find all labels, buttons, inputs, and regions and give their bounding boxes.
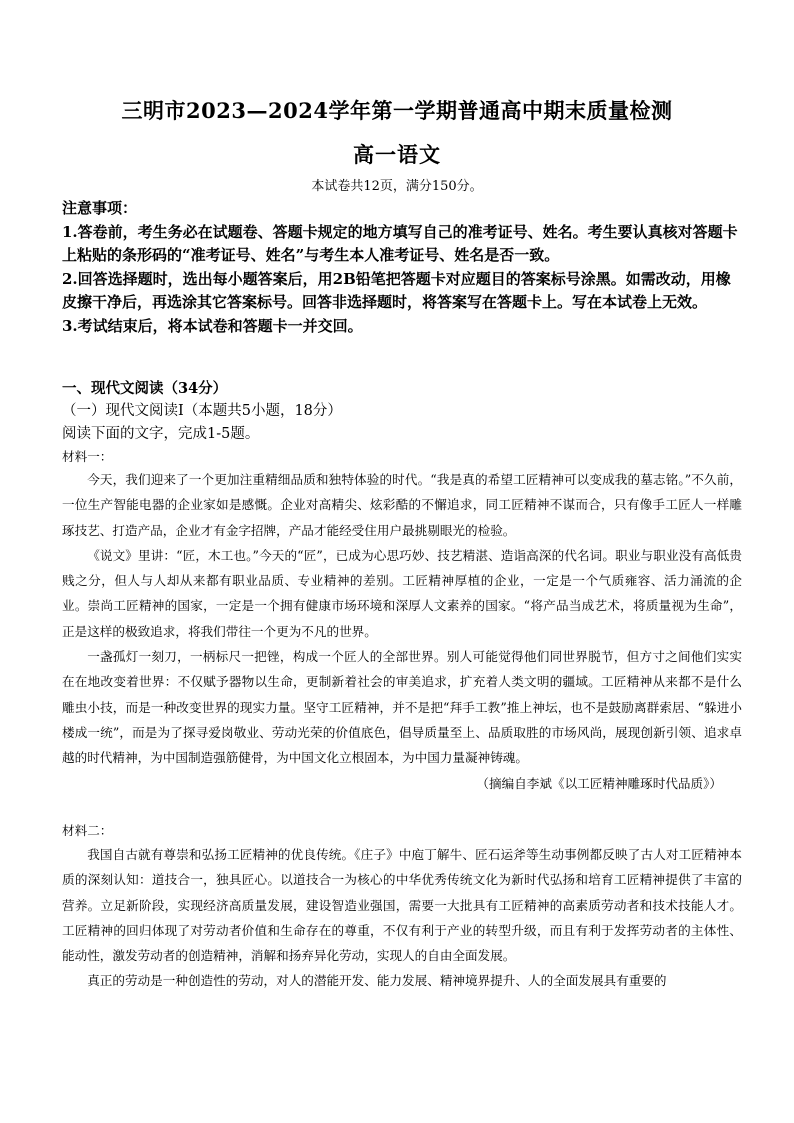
notes-heading: 注意事项： — [62, 199, 138, 217]
exam-title: 三明市2023—2024学年第一学期普通高中期末质量检测 — [121, 98, 673, 123]
material2-paragraph: 我国自古就有尊崇和弘扬工匠精神的优良传统。《庄子》中庖丁解牛、匠石运斧等生动事例都反映了古人对工匠精神本质的深刻认知：道技合一，独具匠心。以道技合一为核心的中华优秀传统文化为新时代弘扬和培育工匠精神提供了丰富的营养。立足新阶段，实现经济高质量发展，建设智造业强国，需要一大批具有工匠精神的高素质劳动者和技术技能人才。工匠精神的回归体现了对劳动者价值和生命存在的尊重，不仅有利于产业的转型升级，而且有利于发挥劳动者的主体性、能动性，激发劳动者的创造精神，消解和扬弃异化劳动，实现人的自由全面发展。 — [62, 847, 742, 964]
section-header — [62, 377, 742, 446]
note-item: 3.考试结束后，将本试卷和答题卡一并交回。 — [62, 316, 363, 335]
notes-block — [62, 197, 742, 338]
material2-body — [62, 842, 742, 994]
section-title: 一、现代文阅读（34分） — [62, 380, 228, 397]
paper-info: 本试卷共12页，满分150分。 — [311, 179, 483, 194]
subject-title: 高一语文 — [353, 142, 441, 167]
section-instruction: 阅读下面的文字，完成1-5题。 — [62, 426, 260, 442]
material1-paragraph: 一盏孤灯一刻刀，一柄标尺一把锉，构成一个匠人的全部世界。别人可能觉得他们同世界脱节，但方寸之间他们实实在在地改变着世界：不仅赋予器物以生命，更制新着社会的审美追求，扩充着人类文明的疆域。工匠精神从来都不是什么雕虫小技，而是一种改变世界的现实力量。坚守工匠精神，并不是把“拜手工教”推上神坛，也不是鼓励离群索居、“躲进小楼成一统”，而是为了探寻爱岗敬业、劳动光荣的价值底色，倡导质量至上、品质取胜的市场风尚，展现创新引领、追求卓越的时代精神，为中国制造强筋健骨，为中国文化立根固本，为中国力量凝神铸魂。 — [62, 649, 742, 766]
note-item: 2.回答选择题时，选出每小题答案后，用2B铅笔把答题卡对应题目的答案标号涂黑。如需改动，用橡皮擦干净后，再选涂其它答案标号。回答非选择题时，将答案写在答题卡上。写在本试卷上无效。 — [62, 269, 731, 311]
material2-paragraph: 真正的劳动是一种创造性的劳动，对人的潜能开发、能力发展、精神境界提升、人的全面发展具有重要的 — [87, 973, 667, 989]
section-subtitle: （一）现代文阅读Ⅰ（本题共5小题，18分） — [62, 403, 342, 419]
material2-label: 材料二： — [62, 823, 113, 838]
material1-paragraph: 《说文》里讲：“匠，木工也。”今天的“匠”，已成为心思巧妙、技艺精湛、造诣高深的代名词。职业与职业没有高低贵贱之分，但人与人却从来都有职业品质、专业精神的差别。工匠精神厚植的企业，一定是一个气质雍容、活力涌流的企业。崇尚工匠精神的国家，一定是一个拥有健康市场环境和深厚人文素养的国家。“将产品当成艺术，将质量视为生命”，正是这样的极致追求，将我们带往一个更为不凡的世界。 — [62, 547, 742, 639]
material1-source: （摘编自李斌《以工匠精神雕琢时代品质》） — [476, 775, 722, 791]
material1-paragraph: 今天，我们迎来了一个更加注重精细品质和独特体验的时代。“我是真的希望工匠精神可以变成我的墓志铭。”不久前，一位生产智能电器的企业家如是感慨。企业对高精尖、炫彩酷的不懈追求，同工匠精神不谋而合，只有像手工匠人一样雕琢技艺、打造产品，企业才有金字招牌，产品才能经受住用户最挑剔眼光的检验。 — [62, 472, 742, 538]
material1-body — [62, 467, 742, 796]
note-item: 1.答卷前，考生务必在试题卷、答题卡规定的地方填写自己的准考证号、姓名。考生要认真核对答题卡上粘贴的条形码的“准考证号、姓名”与考生本人准考证号、姓名是否一致。 — [62, 222, 738, 264]
material1-label: 材料一： — [62, 449, 113, 464]
